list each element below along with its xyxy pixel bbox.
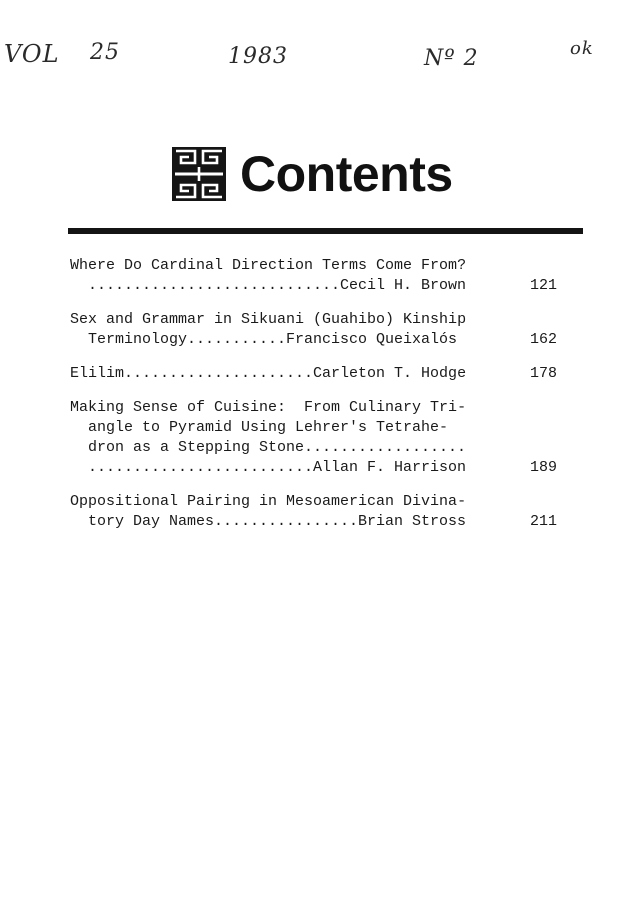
toc-entry-page-number: 162	[530, 331, 558, 348]
journal-logo-icon	[172, 147, 226, 201]
handwritten-ok-mark: ok	[570, 38, 594, 59]
handwritten-issue-number: Nº 2	[424, 46, 479, 71]
title-divider	[68, 228, 583, 234]
toc-entry-title-line: Making Sense of Cuisine: From Culinary Tri-	[70, 399, 467, 416]
toc-entry-continuation-line: angle to Pyramid Using Lehrer's Tetrahe-	[88, 419, 449, 436]
toc-entry-continuation-line: .........................Allan F. Harrison	[88, 459, 467, 476]
toc-entry-title-line: Where Do Cardinal Direction Terms Come From?	[70, 257, 467, 274]
toc-entry-page-number: 189	[530, 459, 558, 476]
handwritten-volume-number: 25	[90, 40, 120, 65]
toc-entry-continuation-line: Terminology...........Francisco Queixalós	[88, 331, 458, 348]
toc-entry-continuation-line: dron as a Stepping Stone..................	[88, 439, 467, 456]
toc-entry-page-number: 178	[530, 365, 558, 382]
handwritten-year: 1983	[228, 44, 288, 69]
toc-entry-continuation-line: tory Day Names................Brian Stross	[88, 513, 467, 530]
toc-entry	[70, 256, 610, 296]
toc-entry-title-line: Sex and Grammar in Sikuani (Guahibo) Kinship	[70, 311, 467, 328]
table-of-contents	[70, 256, 610, 546]
toc-entry	[70, 398, 610, 478]
toc-entry-continuation-line: ............................Cecil H. Brown	[88, 277, 467, 294]
toc-entry-page-number: 121	[530, 277, 558, 294]
contents-header	[172, 146, 453, 202]
toc-entry	[70, 364, 610, 384]
toc-entry-page-number: 211	[530, 513, 558, 530]
handwritten-volume-label: VOL	[4, 40, 60, 68]
toc-entry-title-line: Elilim.....................Carleton T. Hodge	[70, 365, 467, 382]
toc-entry	[70, 310, 610, 350]
toc-entry	[70, 492, 610, 532]
page-title: Contents	[240, 146, 453, 202]
toc-entry-title-line: Oppositional Pairing in Mesoamerican Divina-	[70, 493, 467, 510]
